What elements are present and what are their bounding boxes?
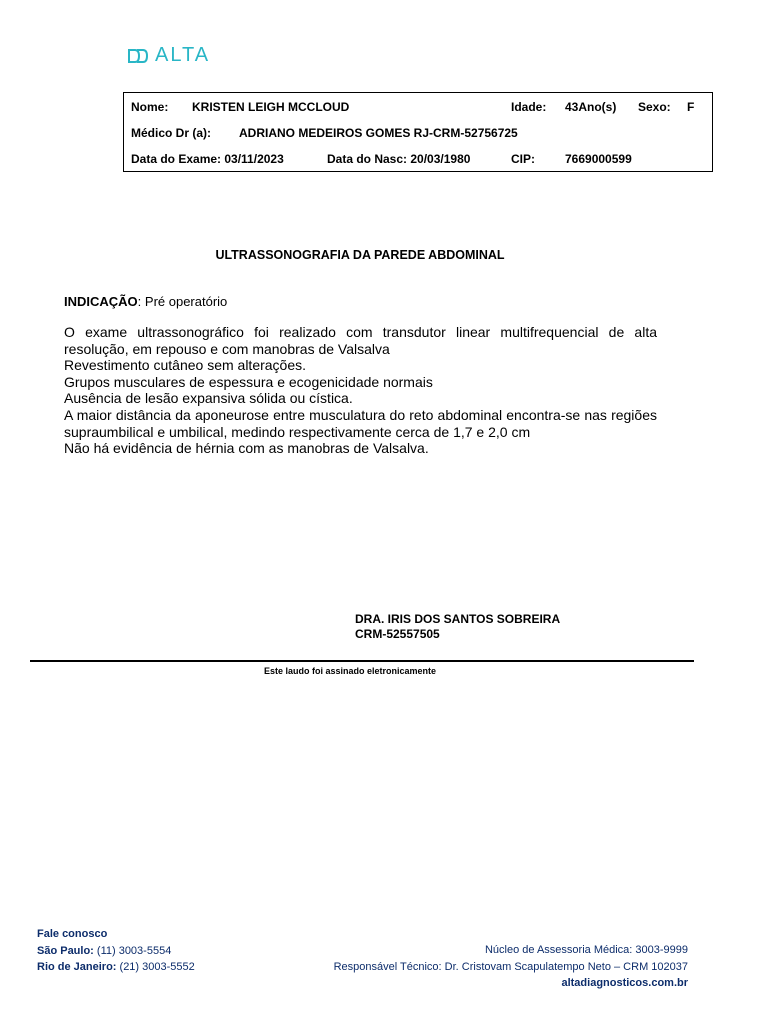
sp-phone: (11) 3003-5554 <box>93 944 172 957</box>
contact-heading: Fale conosco <box>37 928 108 940</box>
age-value: 43Ano(s) <box>565 100 617 114</box>
alta-logo <box>127 44 210 67</box>
report-body <box>64 324 657 457</box>
age-label: Idade: <box>511 100 547 114</box>
cip-label: CIP: <box>511 152 535 166</box>
website-link[interactable]: altadiagnosticos.com.br <box>561 977 688 989</box>
indication-label: INDICAÇÃO <box>64 294 138 309</box>
footer-info <box>334 942 688 992</box>
cip-value: 7669000599 <box>565 152 632 166</box>
indication-value: : Pré operatório <box>137 294 228 309</box>
report-paragraph: A maior distância da aponeurose entre musculatura do reto abdominal encontra-se nas regiões supraumbilical e umbilical, medindo respectivamente cerca de 1,7 e 2,0 cm <box>64 406 657 440</box>
birth-date: Data do Nasc: 20/03/1980 <box>327 152 471 166</box>
rio-contact <box>37 959 195 976</box>
doctor-label: Médico Dr (a): <box>131 126 212 140</box>
name-value: KRISTEN LEIGH MCCLOUD <box>192 100 350 114</box>
responsavel-line: Responsável Técnico: Dr. Cristovam Scapulatempo Neto – CRM 102037 <box>333 960 688 973</box>
logo-text: ALTA <box>155 44 211 66</box>
sao-paulo-contact <box>37 943 195 960</box>
sex-label: Sexo: <box>638 100 671 114</box>
name-label: Nome: <box>131 100 169 114</box>
signer-crm: CRM-52557505 <box>355 627 440 641</box>
rj-label: Rio de Janeiro: <box>37 961 117 973</box>
exam-date: Data do Exame: 03/11/2023 <box>131 152 284 166</box>
report-paragraph: Grupos musculares de espessura e ecogenicidade normais <box>64 373 433 390</box>
indication-line <box>64 294 227 309</box>
sex-value: F <box>687 100 695 114</box>
sp-label: São Paulo: <box>37 944 94 957</box>
report-title: ULTRASSONOGRAFIA DA PAREDE ABDOMINAL <box>215 248 505 262</box>
report-paragraph: O exame ultrassonográfico foi realizado com transdutor linear multifrequencial de alta resolução, em repouso e com manobras de Valsalva <box>64 324 657 357</box>
report-paragraph: Ausência de lesão expansiva sólida ou cística. <box>64 390 353 407</box>
signature-block <box>355 612 560 642</box>
patient-info-box <box>123 92 713 172</box>
electronic-signature-note: Este laudo foi assinado eletronicamente <box>264 666 437 676</box>
footer-contact <box>37 926 195 976</box>
report-paragraph: Não há evidência de hérnia com as manobras de Valsalva. <box>64 440 429 457</box>
doctor-value: ADRIANO MEDEIROS GOMES RJ-CRM-52756725 <box>239 126 518 140</box>
signer-name: DRA. IRIS DOS SANTOS SOBREIRA <box>355 612 561 626</box>
alta-logo-mark-icon <box>127 45 149 67</box>
report-paragraph: Revestimento cutâneo sem alterações. <box>64 357 307 374</box>
signature-divider <box>30 660 694 662</box>
rj-phone: (21) 3003-5552 <box>116 961 195 973</box>
nucleo-line: Núcleo de Assessoria Médica: 3003-9999 <box>484 944 688 956</box>
